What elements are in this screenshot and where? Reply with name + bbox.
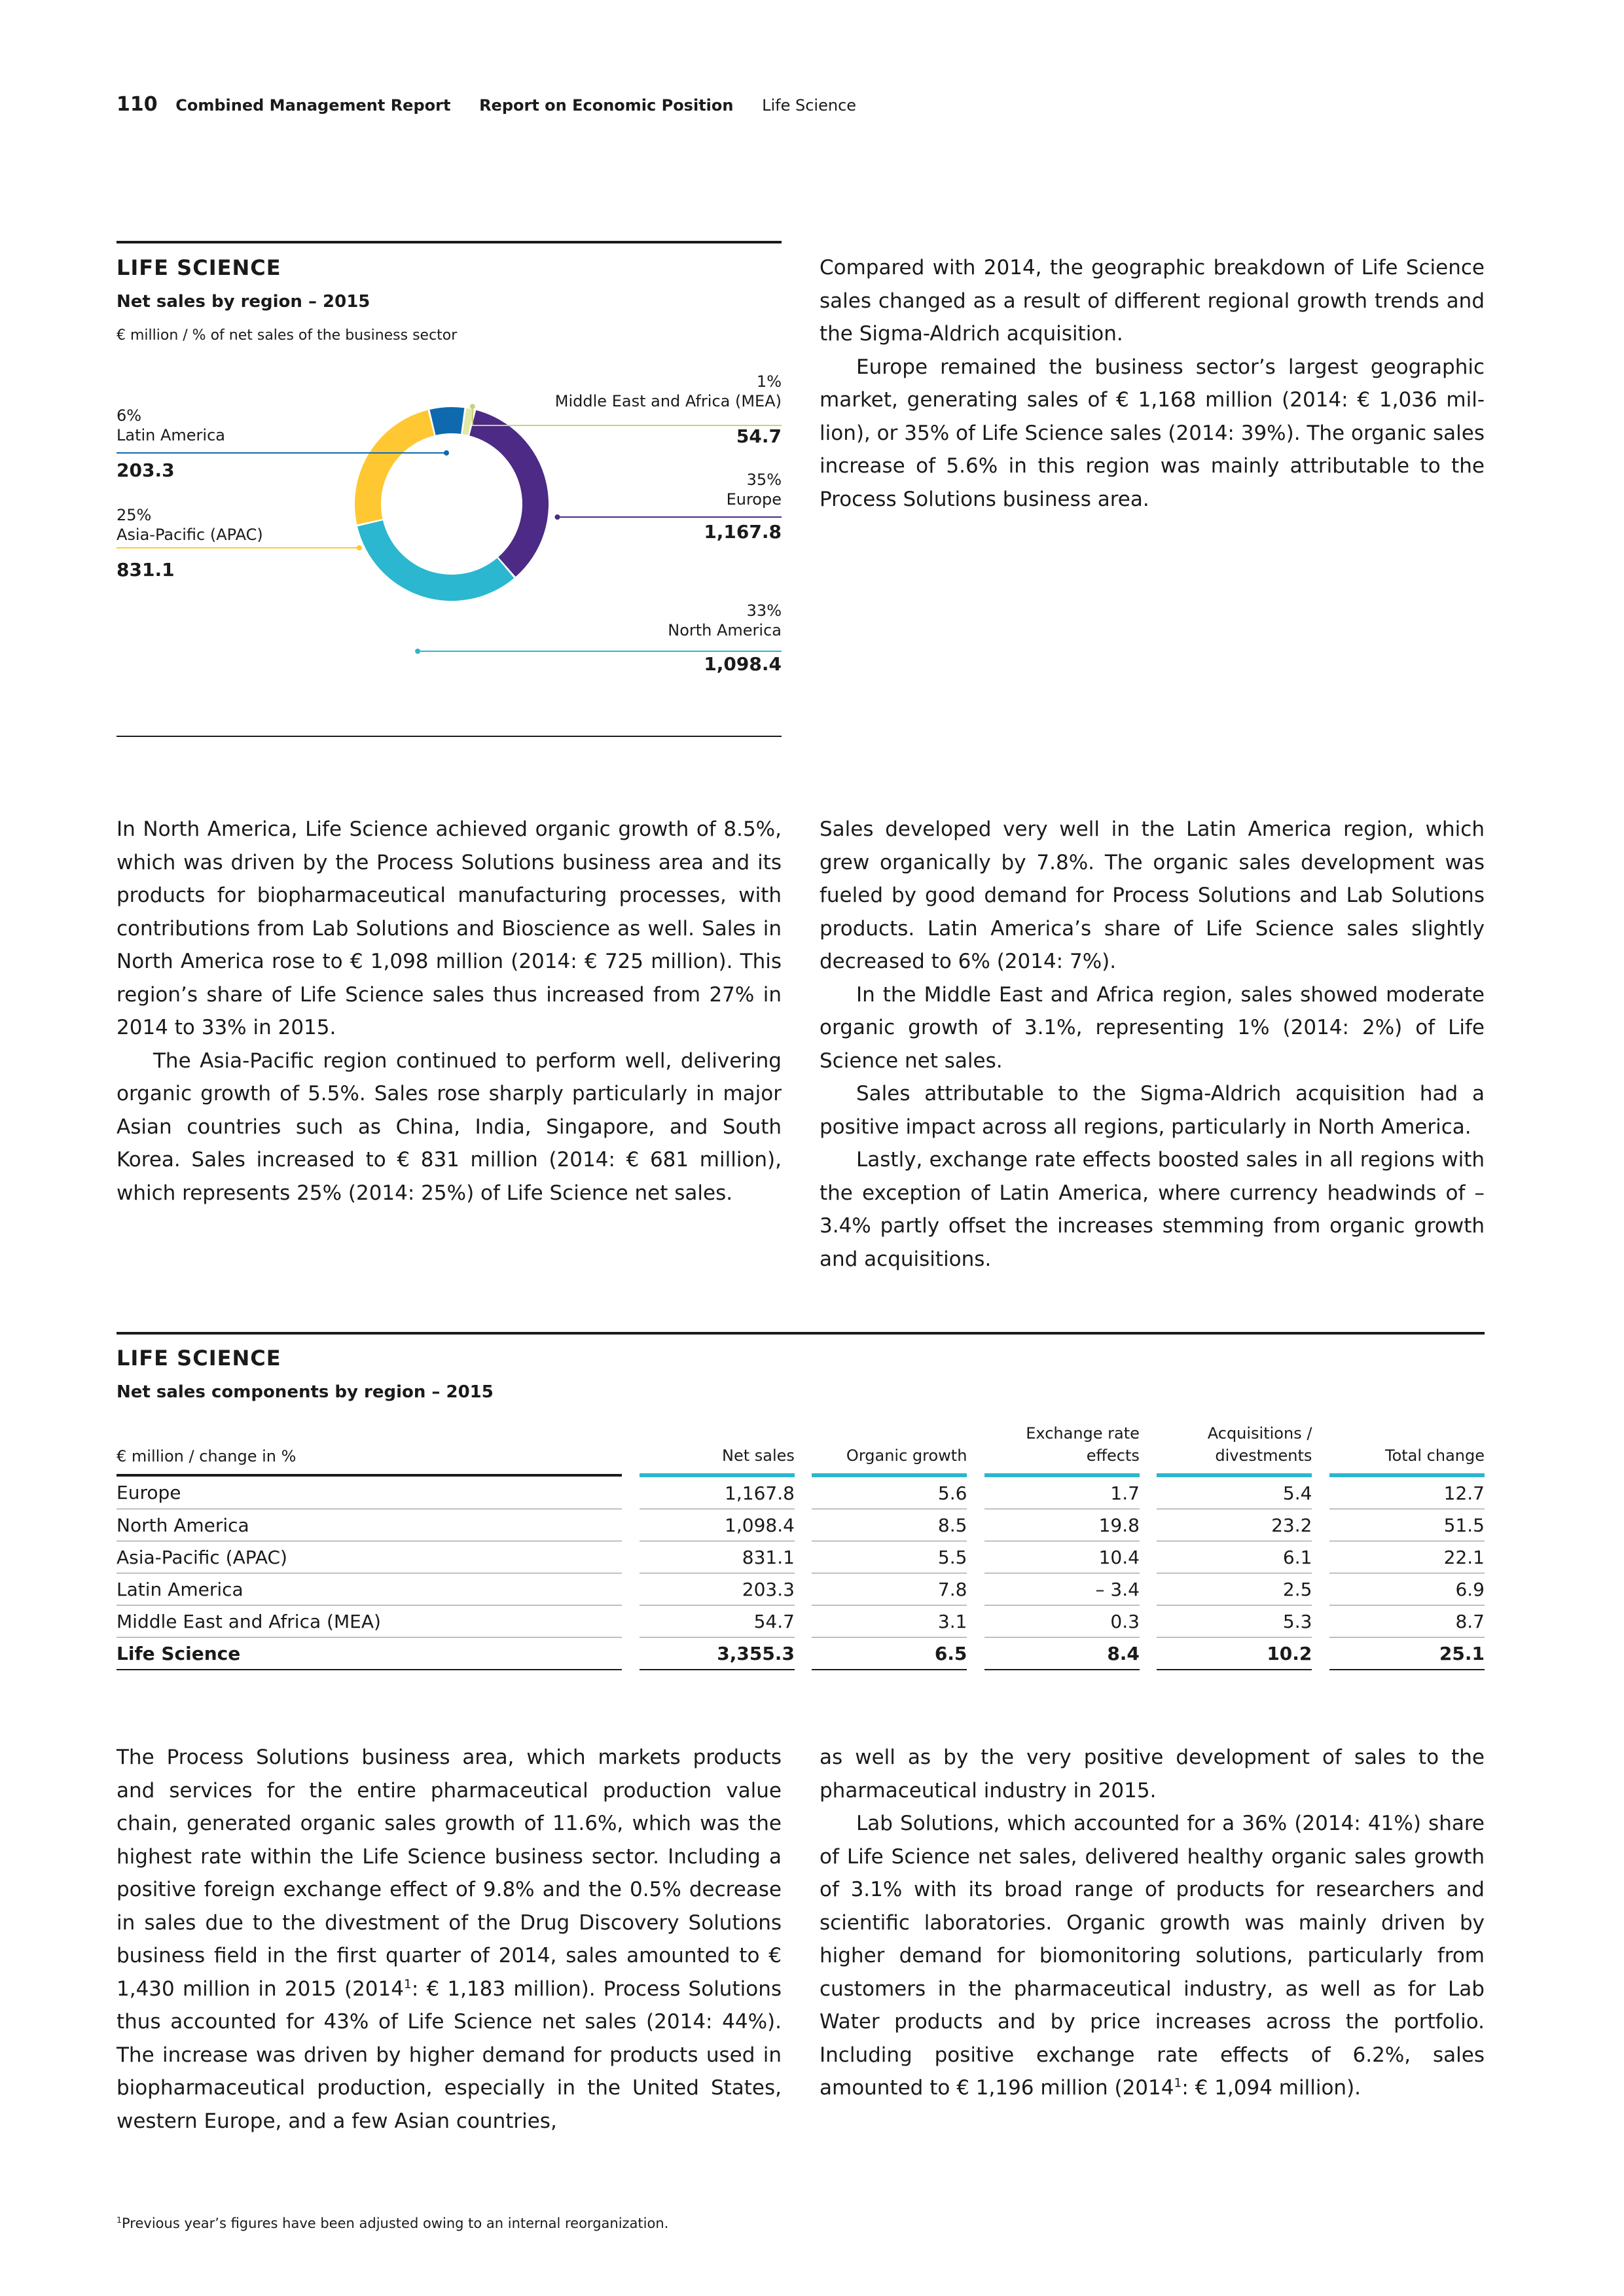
label-europe-pct: 35% <box>746 471 782 489</box>
cell-acquisitions-divestments: 10.2 <box>1157 1638 1312 1670</box>
table-row <box>117 1573 1485 1605</box>
text-block-left-mid <box>117 813 782 1210</box>
label-europe <box>704 470 782 542</box>
label-latin-america-name: Latin America <box>117 426 225 444</box>
label-north-america-value: 1,098.4 <box>704 653 782 675</box>
chart-box-unit: € million / % of net sales of the business sector <box>117 327 458 344</box>
chart-box-title: LIFE SCIENCE <box>117 255 281 280</box>
cell-acquisitions-divestments: 2.5 <box>1157 1573 1312 1605</box>
col-header-net-sales: Net sales <box>640 1420 795 1475</box>
chart-top-rule <box>117 241 782 243</box>
cell-exchange-rate-effects: – 3.4 <box>984 1573 1140 1605</box>
donut-slice-europe <box>469 410 549 577</box>
cell-row-label: Europe <box>117 1475 622 1509</box>
footnote-text: Previous year’s figures have been adjusted owing to an internal reorganization. <box>122 2215 669 2231</box>
footnote-mark: 1 <box>117 2215 122 2225</box>
leader-dot <box>415 649 420 654</box>
header-subsection: Report on Economic Position <box>479 96 734 115</box>
label-europe-name: Europe <box>726 490 782 509</box>
col-header-exchange-rate: Exchange rate effects <box>984 1420 1140 1475</box>
cell-total-change: 6.9 <box>1329 1573 1485 1605</box>
paragraph: as well as by the very positive development of sales to the pharmaceutical industry in 2015. <box>820 1746 1485 1803</box>
cell-total-change: 22.1 <box>1329 1541 1485 1573</box>
table-row <box>117 1475 1485 1509</box>
col-header-total-change: Total change <box>1329 1420 1485 1475</box>
label-mea-pct: 1% <box>756 372 782 391</box>
label-apac-value: 831.1 <box>117 559 175 581</box>
label-latin-america-value: 203.3 <box>117 459 175 481</box>
leader-dot <box>555 514 560 520</box>
paragraph: Sales developed very well in the Latin America region, which grew organically by 7.8%. The organic sales development was fueled by good demand for Process Solutions and Lab Solutions products. Latin America’s share of Life Science sales slightly decreased to 6% (2014: 7%). <box>820 817 1485 973</box>
cell-net-sales: 1,167.8 <box>640 1475 795 1509</box>
cell-total-change: 51.5 <box>1329 1509 1485 1541</box>
cell-total-change: 8.7 <box>1329 1605 1485 1638</box>
cell-acquisitions-divestments: 5.4 <box>1157 1475 1312 1509</box>
label-north-america-name: North America <box>668 621 782 639</box>
paragraph: The Asia-Pacific region continued to perform well, delivering organic growth of 5.5%. Sales rose sharply particularly in major Asian countries such as China, India, Singapore, and South Korea. Sales increased to € 831 million (2014: € 681 million), which represents 25% (2014: 25%) of Life Science net sales. <box>117 1049 782 1205</box>
cell-total-change: 12.7 <box>1329 1475 1485 1509</box>
leader-dot <box>470 404 475 409</box>
text-block-right-top <box>820 251 1485 516</box>
donut-slice-asia-pacific-apac <box>355 410 434 525</box>
cell-net-sales: 203.3 <box>640 1573 795 1605</box>
paragraph: Europe remained the business sector’s largest geographic market, generating sales of € 1,168 million (2014: € 1,036 million), or 35% of Life Science sales (2014: 39%). The organic sales increase of 5.6% in this region was mainly attributable to the Process Solutions business area. <box>820 355 1485 511</box>
header-topic: Life Science <box>762 96 857 115</box>
chart-bottom-rule <box>117 736 782 737</box>
table-row <box>117 1541 1485 1573</box>
donut-slice-north-america <box>357 520 514 601</box>
net-sales-components-table <box>117 1420 1485 1670</box>
leader-dot <box>357 545 362 550</box>
label-apac-name: Asia-Pacific (APAC) <box>117 526 263 544</box>
cell-exchange-rate-effects: 10.4 <box>984 1541 1140 1573</box>
cell-exchange-rate-effects: 19.8 <box>984 1509 1140 1541</box>
text-block-left-bottom <box>117 1741 782 2138</box>
table-top-rule <box>117 1332 1485 1335</box>
cell-organic-growth: 5.6 <box>812 1475 967 1509</box>
cell-exchange-rate-effects: 1.7 <box>984 1475 1140 1509</box>
label-apac-pct: 25% <box>117 506 152 524</box>
label-europe-value: 1,167.8 <box>704 521 782 543</box>
cell-exchange-rate-effects: 0.3 <box>984 1605 1140 1638</box>
cell-exchange-rate-effects: 8.4 <box>984 1638 1140 1670</box>
label-latin-america-pct: 6% <box>117 406 142 425</box>
cell-acquisitions-divestments: 23.2 <box>1157 1509 1312 1541</box>
label-apac <box>117 505 263 580</box>
chart-box-subtitle: Net sales by region – 2015 <box>117 292 370 312</box>
cell-organic-growth: 6.5 <box>812 1638 967 1670</box>
table-box-subtitle: Net sales components by region – 2015 <box>117 1382 494 1402</box>
col-header-unit: € million / change in % <box>117 1420 622 1475</box>
cell-row-label: Latin America <box>117 1573 622 1605</box>
page-header <box>117 93 856 116</box>
label-mea-value: 54.7 <box>736 425 782 447</box>
cell-row-label: Life Science <box>117 1638 622 1670</box>
label-mea-name: Middle East and Africa (MEA) <box>554 392 782 410</box>
cell-total-change: 25.1 <box>1329 1638 1485 1670</box>
cell-organic-growth: 8.5 <box>812 1509 967 1541</box>
col-header-acquisitions: Acquisitions / divestments <box>1157 1420 1312 1475</box>
cell-row-label: Middle East and Africa (MEA) <box>117 1605 622 1638</box>
cell-row-label: North America <box>117 1509 622 1541</box>
paragraph: In North America, Life Science achieved organic growth of 8.5%, which was driven by the Process Solutions business area and its products for biopharmaceutical manufacturing processes, with contributions from Lab Solutions and Bioscience as well. Sales in North America rose to € 1,098 million (2014: € 725 million). This region’s share of Life Science sales thus increased from 27% in 2014 to 33% in 2015. <box>117 817 782 1039</box>
table-box-title: LIFE SCIENCE <box>117 1346 281 1371</box>
cell-net-sales: 3,355.3 <box>640 1638 795 1670</box>
cell-row-label: Asia-Pacific (APAC) <box>117 1541 622 1573</box>
paragraph: The Process Solutions business area, which markets products and services for the entire pharmaceutical production value chain, generated organic sales growth of 11.6%, which was the highest rate within the Life Science business sector. Including a positive foreign exchange effect of 9.8% and the 0.5% decrease in sales due to the divestment of the Drug Discovery Solutions business field in the first quarter of 2014, sales amounted to € 1,430 million in 2015 (2014$^1$: € 1,183 million). Process Solutions thus accounted for 43% of Life Science net sales (2014: 44%). The increase was driven by higher demand for products used in biopharmaceutical production, especially in the United States, western Europe, and a few Asian countries, <box>117 1746 782 2133</box>
col-header-organic-growth: Organic growth <box>812 1420 967 1475</box>
cell-acquisitions-divestments: 6.1 <box>1157 1541 1312 1573</box>
paragraph: Compared with 2014, the geographic breakdown of Life Science sales changed as a result of different regional growth trends and the Sigma-Aldrich acquisition. <box>820 256 1485 346</box>
cell-acquisitions-divestments: 5.3 <box>1157 1605 1312 1638</box>
footnote <box>117 2215 668 2231</box>
header-section: Combined Management Report <box>175 96 451 115</box>
label-north-america-pct: 33% <box>746 601 782 620</box>
donut-slices <box>355 407 549 601</box>
cell-net-sales: 1,098.4 <box>640 1509 795 1541</box>
cell-net-sales: 54.7 <box>640 1605 795 1638</box>
paragraph: Sales attributable to the Sigma-Aldrich acquisition had a positive impact across all regions, particularly in North America. <box>820 1082 1485 1139</box>
text-block-right-mid <box>820 813 1485 1276</box>
cell-organic-growth: 3.1 <box>812 1605 967 1638</box>
donut-slice-latin-america <box>430 407 465 435</box>
leader-dot <box>444 450 449 456</box>
paragraph: Lab Solutions, which accounted for a 36% (2014: 41%) share of Life Science net sales, delivered healthy organic sales growth of 3.1% with its broad range of products for researchers and scientific laboratories. Organic growth was mainly driven by higher demand for biomonitoring solutions, particularly from customers in the pharmaceutical industry, as well as for Lab Water products and by price increases across the portfolio. Including positive exchange rate effects of 6.2%, sales amounted to € 1,196 million (2014$^1$: € 1,094 million). <box>820 1812 1485 2100</box>
table-total-row <box>117 1638 1485 1670</box>
text-block-right-bottom <box>820 1741 1485 2105</box>
page-number: 110 <box>117 93 158 116</box>
label-latin-america <box>117 406 225 480</box>
paragraph: In the Middle East and Africa region, sales showed moderate organic growth of 3.1%, representing 1% (2014: 2%) of Life Science net sales. <box>820 982 1485 1073</box>
paragraph: Lastly, exchange rate effects boosted sales in all regions with the exception of Latin America, where currency headwinds of – 3.4% partly offset the increases stemming from organic growth and acquisitions. <box>820 1148 1485 1271</box>
cell-organic-growth: 5.5 <box>812 1541 967 1573</box>
cell-net-sales: 831.1 <box>640 1541 795 1573</box>
label-mea <box>555 372 782 446</box>
cell-organic-growth: 7.8 <box>812 1573 967 1605</box>
table-row <box>117 1605 1485 1638</box>
table-row <box>117 1509 1485 1541</box>
label-north-america <box>668 601 782 674</box>
